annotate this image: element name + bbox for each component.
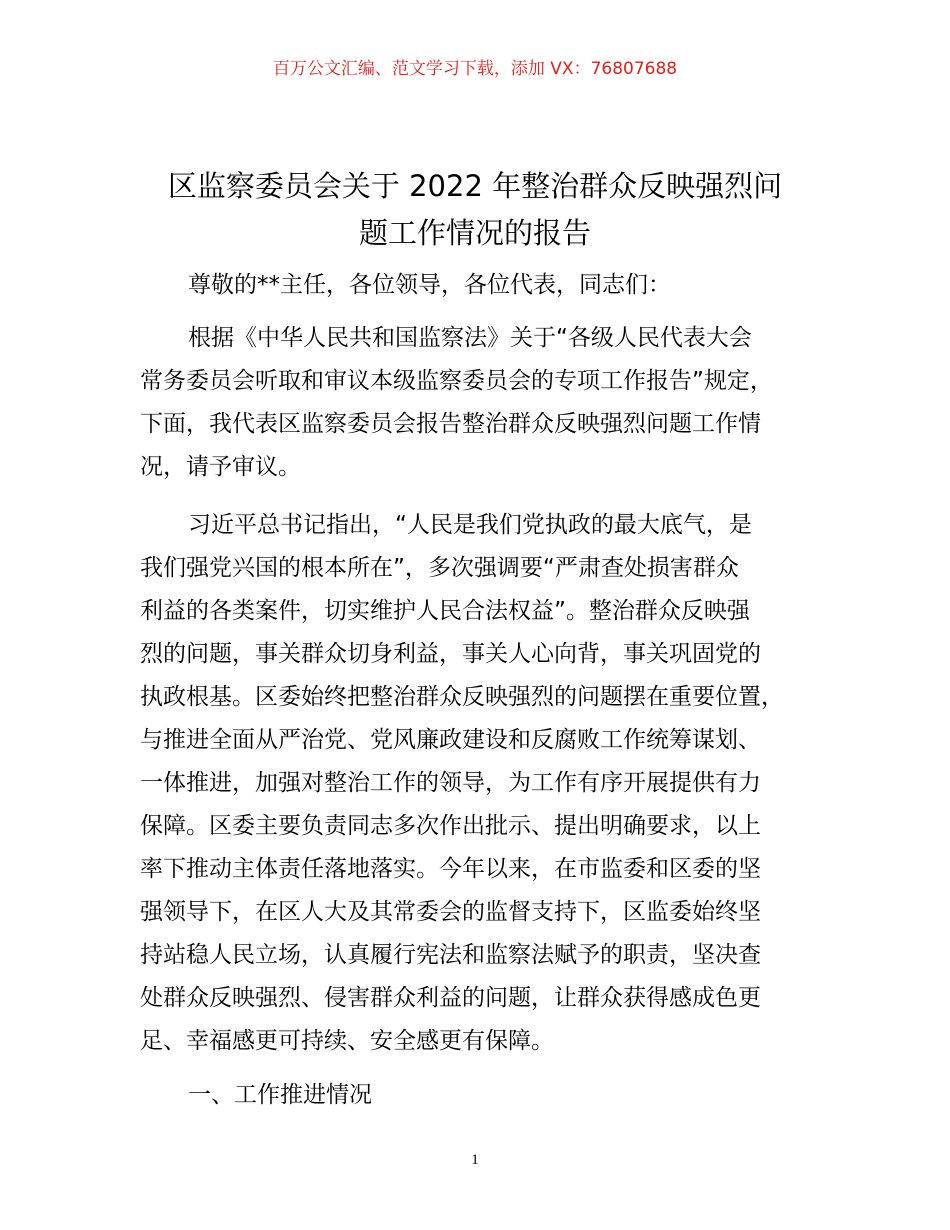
paragraph-line: 足、幸福感更可持续、安全感更有保障。 (140, 1028, 554, 1054)
paragraph-line: 常务委员会听取和审议本级监察委员会的专项工作报告”规定， (140, 368, 773, 394)
paragraph-line: 习近平总书记指出，“人民是我们党执政的最大底气，是 (188, 512, 752, 538)
document-title (120, 163, 830, 257)
paragraph-2 (140, 504, 830, 1063)
paragraph-line: 烈的问题，事关群众切身利益，事关人心向背，事关巩固党的 (140, 641, 761, 667)
paragraph-line: 执政根基。区委始终把整治群众反映强烈的问题摆在重要位置， (140, 684, 784, 710)
paragraph-line: 率下推动主体责任落地落实。今年以来，在市监委和区委的坚 (140, 856, 761, 882)
paragraph-line: 我们强党兴国的根本所在”，多次强调要“严肃查处损害群众 (140, 555, 739, 581)
page-number: 1 (471, 1152, 479, 1168)
title-line: 题工作情况的报告 (358, 216, 591, 250)
paragraph-1 (140, 317, 830, 489)
greeting-line: 尊敬的**主任，各位领导，各位代表，同志们： (188, 272, 671, 298)
paragraph-line: 一体推进，加强对整治工作的领导，为工作有序开展提供有力 (140, 770, 761, 796)
greeting (140, 264, 830, 307)
section-heading-text: 一、工作推进情况 (188, 1082, 372, 1108)
paragraph-line: 与推进全面从严治党、党风廉政建设和反腐败工作统筹谋划、 (140, 727, 761, 753)
paragraph-line: 强领导下，在区人大及其常委会的监督支持下，区监委始终坚 (140, 899, 761, 925)
paragraph-line: 下面，我代表区监察委员会报告整治群众反映强烈问题工作情 (140, 411, 761, 437)
header-promo-note: 百万公文汇编、范文学习下载，添加 VX：76807688 (272, 59, 678, 79)
section-heading (140, 1074, 830, 1117)
title-line: 区监察委员会关于 2022 年整治群众反映强烈问 (167, 169, 783, 203)
paragraph-line: 处群众反映强烈、侵害群众利益的问题，让群众获得感成色更 (140, 985, 761, 1011)
paragraph-line: 持站稳人民立场，认真履行宪法和监察法赋予的职责，坚决查 (140, 942, 761, 968)
paragraph-line: 利益的各类案件，切实维护人民合法权益”。整治群众反映强 (140, 598, 750, 624)
paragraph-line: 根据《中华人民共和国监察法》关于“各级人民代表大会 (188, 325, 752, 351)
paragraph-line: 保障。区委主要负责同志多次作出批示、提出明确要求，以上 (140, 813, 761, 839)
paragraph-line: 况，请予审议。 (140, 454, 301, 480)
